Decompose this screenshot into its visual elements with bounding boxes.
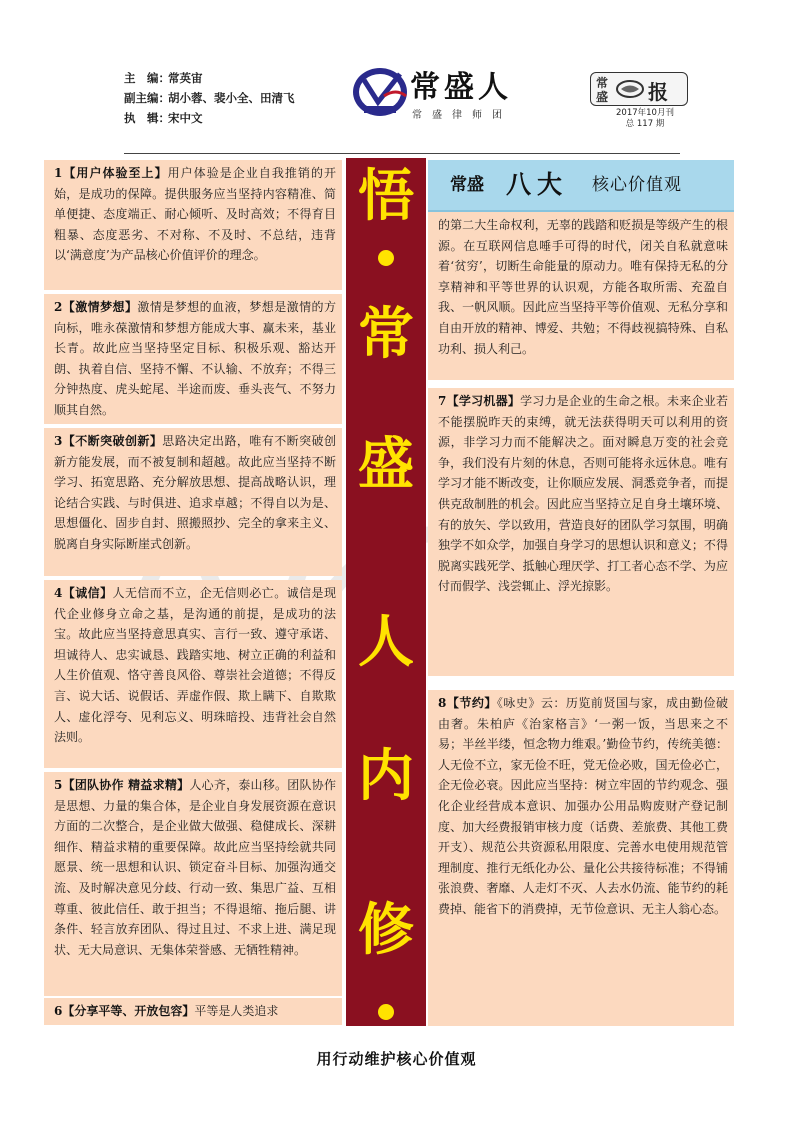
banner-dot <box>378 250 394 266</box>
brand-title: 常盛人 <box>410 70 512 105</box>
section-user-experience: 1【用户体验至上】用户体验是企业自我推销的开始，是成功的保障。提供服务应当坚持内容精准、简单便捷、态度端正、耐心倾听、及时高效；不得育目粗暴、态度恶劣、不对称、不及时、不总结，违背以‘满意度’为产品核心价值评价的理念。 <box>44 160 342 290</box>
issue-info: 2017年10月刊 总 117 期 <box>616 108 674 129</box>
core-values-title: 常盛 八大 核心价值观 <box>428 160 734 212</box>
section-sharing-start: 6【分享平等、开放包容】平等是人类追求 <box>44 998 342 1025</box>
credit-executive: 执 辑：宋中文 <box>124 111 203 125</box>
seal-icon <box>615 79 645 99</box>
banner-dot <box>378 1004 394 1020</box>
section-innovation: 3【不断突破创新】思路决定出路，唯有不断突破创新方能发展，而不被复制和超越。故此应当坚持不断学习、拓宽思路、充分解放思想、提高战略认识，理论结合实践、与时俱进、追求卓越；不得自以为是、思想僵化、固步自封、照搬照抄、完全的拿来主义、脱离自身实际断崖式创新。 <box>44 428 342 576</box>
section-integrity: 4【诚信】人无信而不立，企无信则必亡。诚信是现代企业修身立命之基，是沟通的前提，是成功的法宝。故此应当坚持意思真实、言行一致、遵守承诺、坦诚待人、忠实诚恳、践踏实地、树立正确的利益和人生价值观、恪守善良风俗、尊崇社会道德；不得反言、说大话、说假话、弄虚作假、欺上瞒下、自欺欺人、虚化浮夸、见利忘义、明珠暗投、违背社会自然法则。 <box>44 580 342 768</box>
credit-deputy-editor: 副主编：胡小蓉、裴小全、田清飞 <box>124 91 295 105</box>
section-frugality: 8【节约】《咏史》云：历览前贤国与家，成由勤俭破由奢。朱柏庐《治家格言》‘一粥一饭，当思来之不易；半丝半缕，恒念物力维艰。’勤俭节约，传统美德：人无俭不立，家无俭不旺，党无俭必败，国无俭必亡，企无俭必衰。因此应当坚持：树立牢固的节约观念、强化企业经营成本意识、加强办公用品购废财产登记制度、加大经费报销审核力度（话费、差旅费、其他工费开支）、规范公共资源私用限度、完善水电使用规范管理制度、推行无纸化办公、量化公共接待标准；不得铺张浪费、奢靡、人走灯不灭、人去水仍流、能节约的耗费掉、能省下的消费掉，无节俭意识、无主人翁心态。 <box>428 690 734 1026</box>
banner-char: 人 <box>358 609 414 675</box>
banner-char: 常 <box>358 301 414 367</box>
footer-slogan: 用行动维护核心价值观 <box>316 1050 477 1068</box>
banner-char: 盛 <box>358 431 414 497</box>
credit-editor: 主 编：常英宙 <box>124 71 203 85</box>
center-banner <box>346 158 426 1026</box>
section-sharing-continued: 的第二大生命权利，无辜的践踏和贬损是等级产生的根源。在互联网信息唾手可得的时代，闭关自私就意味着‘贫穷’，切断生命能量的原动力。唯有保持无私的分享精神和平等世界的认识观，方能各取所需、充盈自我、一帆风顺。因此应当坚持平等价值观、无私分享和自由开放的精神、博爱、共勉；不得歧视搞特殊、自私功利、损人利己。 <box>428 212 734 380</box>
section-teamwork: 5【团队协作 精益求精】人心齐，泰山移。团队协作是思想、力量的集合体，是企业自身发展资源在意识方面的二次整合，是企业做大做强、稳健成长、深耕细作、精益求精的重要保障。故此应当坚持绘就共同愿景、统一思想和认识、锁定奋斗目标、加强沟通交流、及时解决意见分歧、行动一致、集思广益、互相尊重、彼此信任、敢于担当；不得退缩、拖后腿、讲条件、轻言放弃团队、得过且过、不求上进、满足现状、无大局意识、无集体荣誉感、无牺牲精神。 <box>44 772 342 996</box>
brand-subtitle: 常盛律师团 <box>412 110 512 121</box>
editorial-credits <box>124 68 295 128</box>
firm-logo-icon <box>350 66 414 118</box>
masthead-badge: 常 盛 报 <box>590 72 688 106</box>
banner-char: 内 <box>358 743 414 809</box>
banner-char: 修 <box>358 897 414 963</box>
section-passion-dream: 2【激情梦想】激情是梦想的血液，梦想是激情的方向标，唯永葆激情和梦想方能成大事、赢未来，基业长青。故此应当坚持坚定目标、积极乐观、豁达开朗、执着自信、坚持不懈、不认输、不放弃；不得三分钟热度、虎头蛇尾、半途而废、垂头丧气、不努力顺其自然。 <box>44 294 342 424</box>
section-learning: 7【学习机器】学习力是企业的生命之根。未来企业若不能摆脱昨天的束缚，就无法获得明天可以利用的资源，非学习力而不能解决之。面对瞬息万变的社会竞争，我们没有片刻的休息，否则可能将永远休息。唯有学习才能不断改变，让你顺应发展、洞悉竞争者，而提供克敌制胜的机会。因此应当坚持立足自身土壤环境、有的放矢、学以致用，营造良好的团队学习氛围，明确独学不如众学，加强自身学习的思想认识和意义；不得脱离实践死学、抵触心理厌学、打工者心态不学、为应付而假学、浅尝辄止、浮光掠影。 <box>428 388 734 676</box>
header-divider <box>124 153 680 154</box>
banner-char: 悟 <box>358 163 414 229</box>
